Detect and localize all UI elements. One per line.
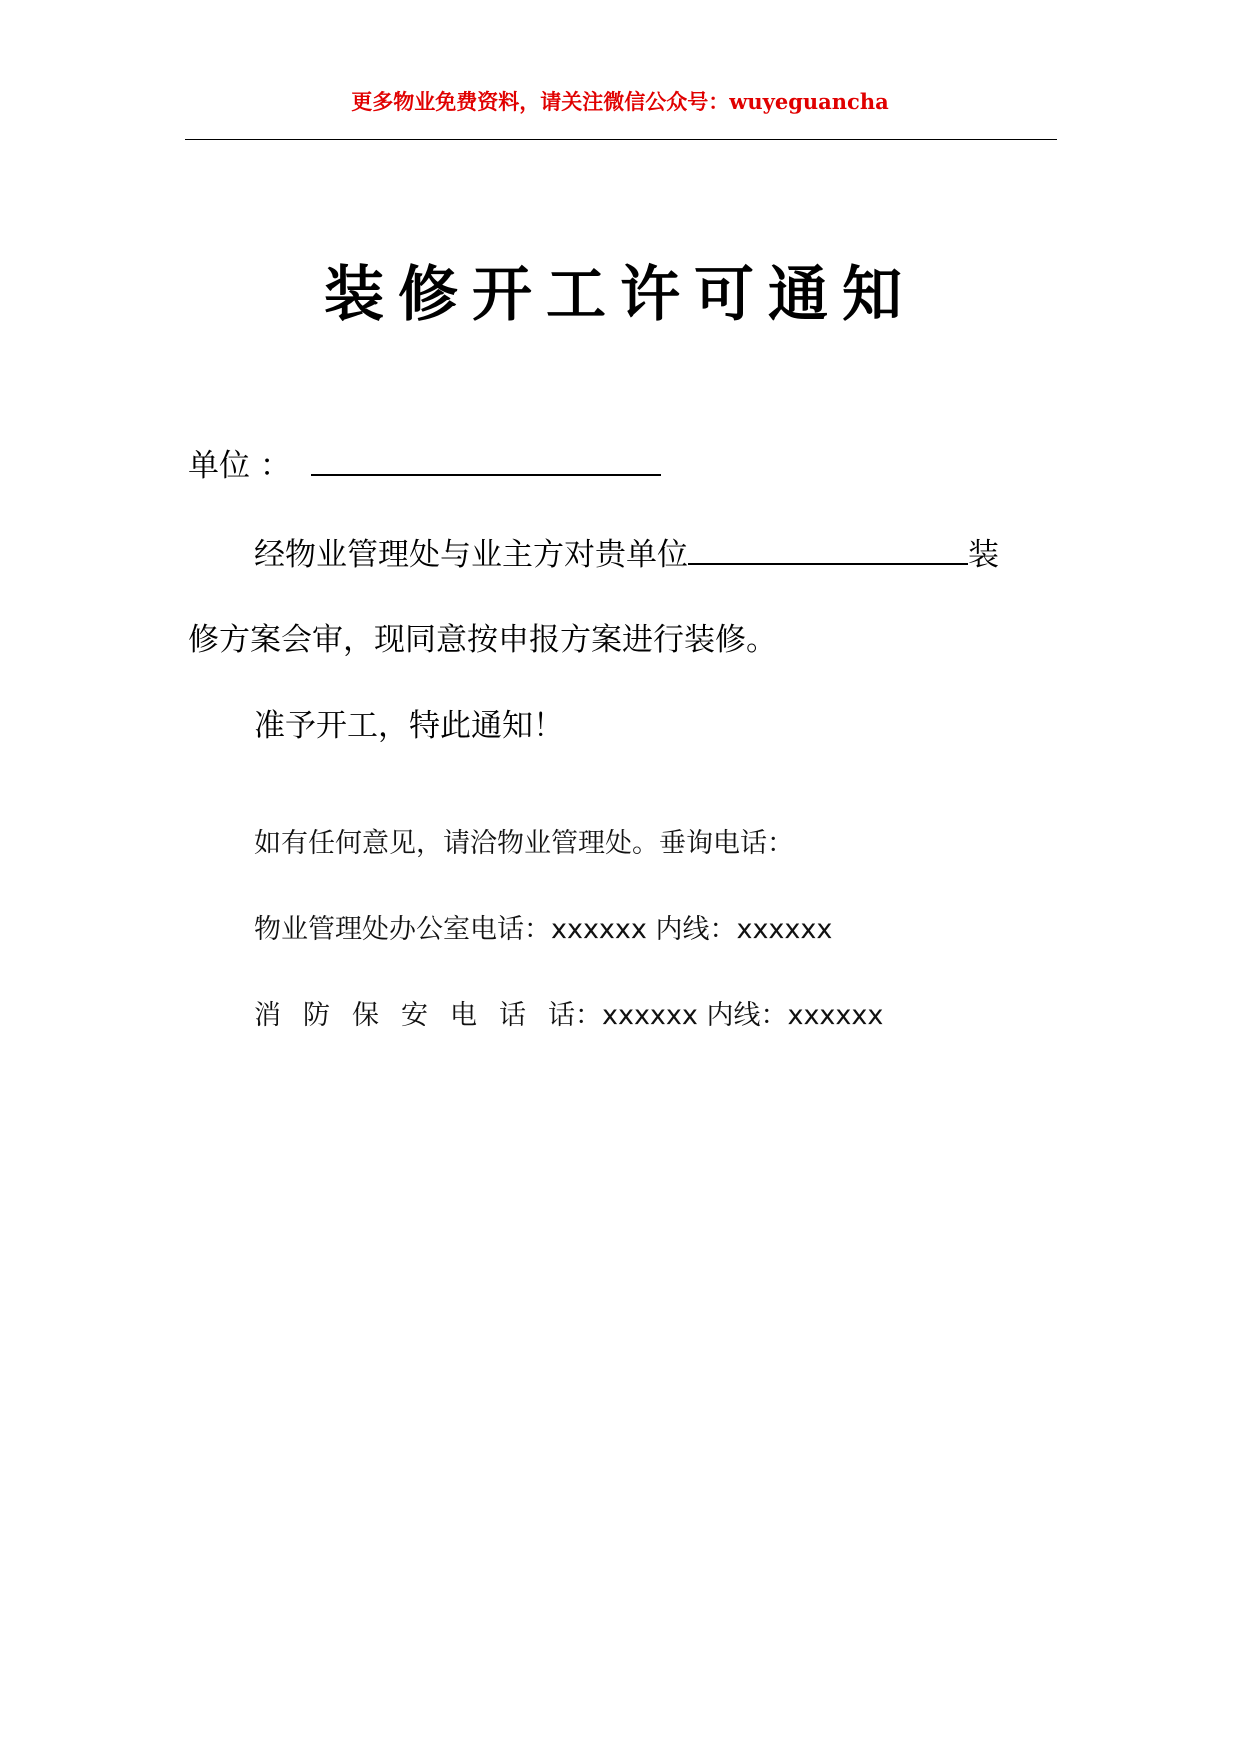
- security-phone-colon: 话：: [548, 1000, 602, 1031]
- office-ext-label: 内线：: [655, 914, 737, 945]
- paragraph-1: [254, 533, 999, 575]
- security-ext-value: xxxxxx: [787, 1000, 884, 1031]
- office-phone-line: [254, 912, 832, 948]
- contact-note: 如有任何意见，请洽物业管理处。垂询电话：: [254, 828, 794, 859]
- paragraph-1-text: 经物业管理处与业主方对贵单位: [254, 537, 688, 573]
- header-promo-text: 更多物业免费资料，请关注微信公众号：wuyeguancha: [351, 89, 889, 114]
- security-ext-label: 内线：: [706, 1000, 788, 1031]
- paragraph-2: 修方案会审，现同意按申报方案进行装修。: [188, 622, 777, 658]
- paragraph-1-tail: 装: [968, 537, 999, 573]
- unit-blank-field: [311, 444, 661, 476]
- document-title: 装修开工许可通知: [324, 260, 916, 330]
- office-ext-value: xxxxxx: [736, 914, 833, 945]
- security-phone-label: 消防保安电话: [254, 1000, 548, 1031]
- unit-label: 单位 ：: [188, 448, 291, 484]
- security-phone-line: [254, 998, 883, 1034]
- header-divider: [185, 139, 1057, 140]
- paragraph-3: 准予开工，特此通知！: [254, 708, 564, 744]
- company-blank-field: [688, 533, 968, 565]
- unit-line: [188, 444, 661, 486]
- security-phone-value: xxxxxx: [602, 1000, 698, 1031]
- office-phone-value: xxxxxx: [551, 914, 647, 945]
- office-phone-label: 物业管理处办公室电话：: [254, 914, 551, 945]
